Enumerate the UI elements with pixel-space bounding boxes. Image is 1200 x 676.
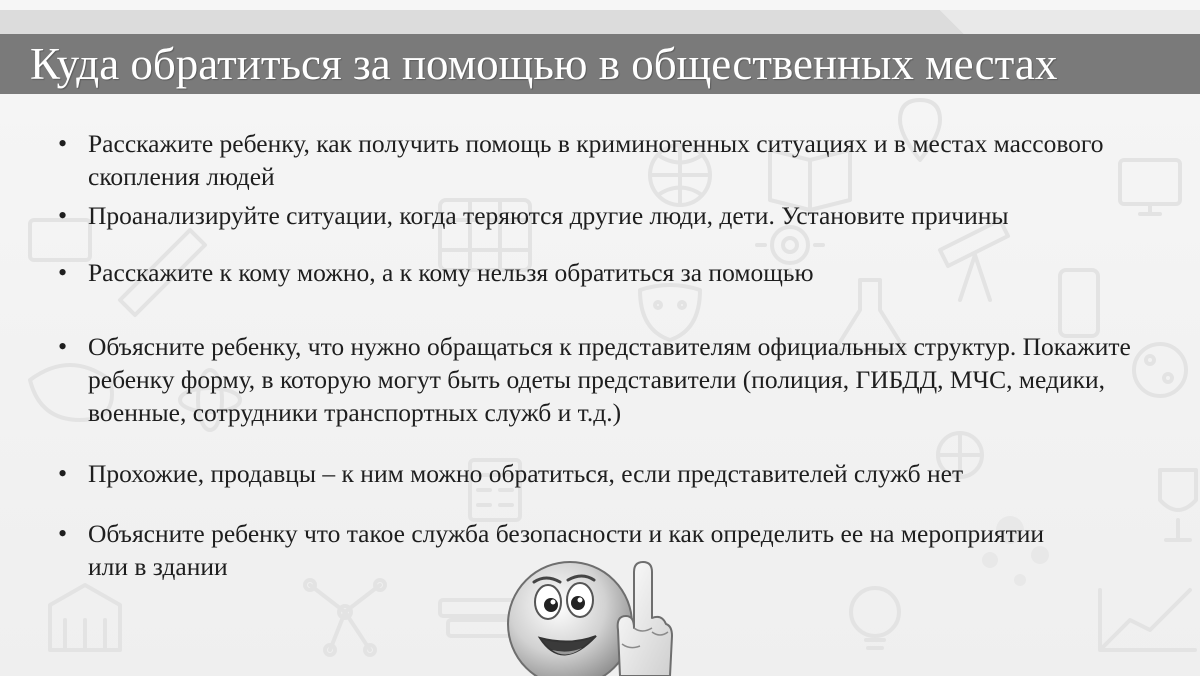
bullet-marker: • [58,129,68,158]
slide-title: Куда обратиться за помощью в общественных местах [30,39,1058,89]
bullet-item [58,199,1168,232]
bullet-text: Объясните ребенку что такое служба безопасности и как определить ее на мероприятии или в здании [88,519,1045,581]
bullet-item [58,127,1168,193]
bullet-text: Прохожие, продавцы – к ним можно обратиться, если представителей служб нет [88,459,964,488]
smiley-pointing-finger-icon [500,560,680,676]
bullet-item [58,330,1138,429]
bullet-item [58,457,1138,490]
bullet-marker: • [58,459,68,488]
bullet-text: Объясните ребенку, что нужно обращаться к представителям официальных структур. Покажите ребенку форму, в которую могут быть одеты представители (полиция, ГИБДД, МЧС, медики, военные, сотрудники транспортных служб и т.д.) [88,332,1131,427]
bullet-marker: • [58,258,68,287]
bullet-marker: • [58,201,68,230]
bullet-marker: • [58,332,68,361]
bullet-marker: • [58,519,68,548]
bullet-text: Расскажите к кому можно, а к кому нельзя обратиться за помощью [88,258,814,287]
bullet-item [58,256,958,289]
bullet-text: Расскажите ребенку, как получить помощь в криминогенных ситуациях и в местах массового скопления людей [88,129,1104,191]
bullet-text: Проанализируйте ситуации, когда теряются другие люди, дети. Установите причины [88,201,1009,230]
